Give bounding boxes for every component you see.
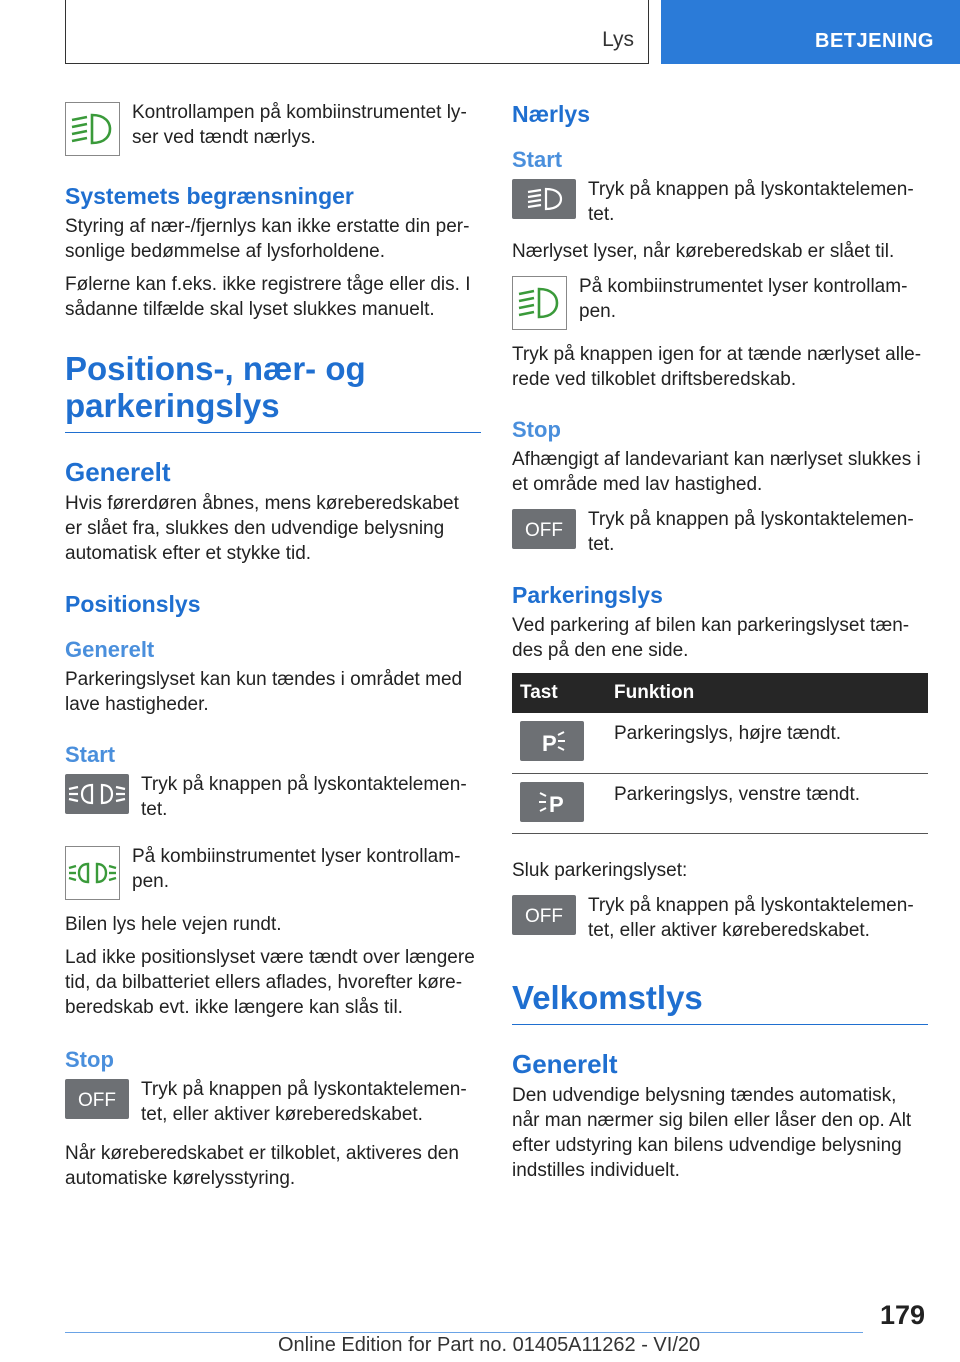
limits-paragraph-1: Styring af nær-/fjernlys kan ikke erstatte din personlige bedømmelse af lysforholdene. (65, 216, 470, 262)
parking-left-button-icon (520, 782, 584, 822)
svg-text:P: P (542, 731, 557, 756)
position-light-button-icon (65, 774, 129, 814)
position-light-heading: Positionslys (65, 591, 201, 617)
lowbeam-button-row (512, 177, 928, 227)
table-cell-key (512, 773, 606, 833)
position-indicator-icon (65, 846, 120, 900)
position-paragraph-2: Lad ikke positionslyset være tændt over længere tid, da bilbatteriet ellers aflades, hvorefter køreberedskab evt. ikke længere kan slås til. (65, 947, 475, 1018)
position-indicator-row (65, 844, 481, 900)
svg-text:OFF: OFF (525, 905, 563, 927)
table-cell-key (512, 713, 606, 773)
lowbeam-off-row (512, 507, 928, 557)
lowbeam-indicator-row (65, 100, 481, 156)
svg-text:OFF: OFF (525, 520, 563, 541)
position-stop-heading: Stop (65, 1047, 114, 1072)
general-heading: Generelt (65, 457, 171, 487)
off-button-icon-3 (512, 895, 576, 935)
section-title: Lys (602, 28, 634, 51)
lowbeam-paragraph-2: Tryk på knappen igen for at tænde nærlyset allerede ved tilkoblet driftsberedskab. (512, 344, 922, 390)
position-general-heading: Generelt (65, 637, 155, 662)
svg-text:OFF: OFF (78, 1090, 116, 1111)
table-row (512, 773, 928, 833)
position-general-paragraph: Parkeringslyset kan kun tændes i området med lave hastigheder. (65, 669, 463, 715)
chapter-tab[interactable]: BETJENING (661, 0, 960, 64)
off-button-icon-2 (512, 509, 576, 549)
lowbeam-stop-heading: Stop (512, 417, 561, 442)
position-stop-paragraph: Når køreberedskabet er tilkoblet, aktiveres den automatiske kørelysstyring. (65, 1143, 459, 1189)
position-off-text: Tryk på knappen på lyskontaktelementet, eller aktiver køreberedskabet. (141, 1079, 467, 1125)
position-button-text: Tryk på knappen på lyskontaktelementet. (141, 774, 467, 820)
position-start-heading: Start (65, 742, 116, 767)
parking-table (512, 673, 928, 834)
page-number: 179 (880, 1300, 926, 1330)
lowbeam-indicator-row-2 (512, 274, 928, 330)
lowbeam-stop-paragraph: Afhængigt af landevariant kan nærlyset slukkes i et område med lav hastighed. (512, 449, 921, 495)
main-heading: Positions-, nær- og parkeringslys (65, 350, 481, 433)
lowbeam-indicator-text-2: På kombiinstrumentet lyser kontrollampen. (579, 276, 908, 322)
parking-off-paragraph: Sluk parkeringslyset: (512, 859, 688, 881)
limits-heading: Systemets begrænsninger (65, 183, 354, 209)
parking-heading: Parkeringslys (512, 582, 663, 608)
left-column (65, 100, 481, 1191)
header-box (65, 0, 649, 64)
right-column (512, 100, 928, 1183)
lowbeam-paragraph-1: Nærlyset lyser, når køreberedskab er slået til. (512, 241, 895, 262)
parking-right-button-icon (520, 721, 584, 761)
table-cell-function: Parkeringslys, højre tændt. (606, 713, 928, 773)
position-indicator-text: På kombiinstrumentet lyser kontrollampen. (132, 846, 461, 892)
welcome-general-heading: Generelt (512, 1048, 618, 1079)
lowbeam-indicator-icon (65, 102, 120, 156)
lowbeam-start-heading: Start (512, 147, 563, 172)
table-cell-function: Parkeringslys, venstre tændt. (606, 773, 928, 833)
lowbeam-off-text: Tryk på knappen på lyskontaktelementet. (588, 509, 914, 555)
welcome-heading: Velkomstlys (512, 979, 928, 1025)
general-paragraph: Hvis førerdøren åbnes, mens køreberedskabet er slået fra, slukkes den udvendige belysning automatisk efter et stykke tid. (65, 493, 459, 564)
parking-off-text: Tryk på knappen på lyskontaktelementet, eller aktiver køreberedskabet. (588, 894, 914, 941)
lowbeam-indicator-text: Kontrollampen på kombiinstrumentet lyser ved tændt nærlys. (132, 102, 467, 148)
lowbeam-heading: Nærlys (512, 101, 590, 127)
position-off-row (65, 1077, 481, 1127)
svg-text:P: P (549, 791, 564, 817)
table-header-function: Funktion (606, 673, 928, 713)
footer-edition: Online Edition for Part no. 01405A11262 - VI/20 (278, 1334, 701, 1356)
welcome-paragraph: Den udvendige belysning tændes automatisk, når man nærmer sig bilen eller låser den op. Alt efter udstyring kan bilens udvendige belysning indstilles individuelt. (512, 1084, 912, 1181)
lowbeam-button-text: Tryk på knappen på lyskontaktelementet. (588, 179, 914, 225)
position-button-row (65, 772, 481, 822)
table-header-key: Tast (512, 673, 606, 713)
off-button-icon (65, 1079, 129, 1119)
limits-paragraph-2: Følerne kan f.eks. ikke registrere tåge eller dis. I sådanne tilfælde skal lyset slukkes manuelt. (65, 274, 471, 320)
parking-off-row (512, 893, 928, 943)
lowbeam-button-icon (512, 179, 576, 219)
table-header-row (512, 673, 928, 713)
footer-divider (65, 1332, 863, 1333)
table-row (512, 713, 928, 773)
lowbeam-indicator-icon-2 (512, 276, 567, 330)
position-paragraph-1: Bilen lys hele vejen rundt. (65, 914, 282, 935)
parking-paragraph: Ved parkering af bilen kan parkeringslyset tændes på den ene side. (512, 615, 910, 661)
